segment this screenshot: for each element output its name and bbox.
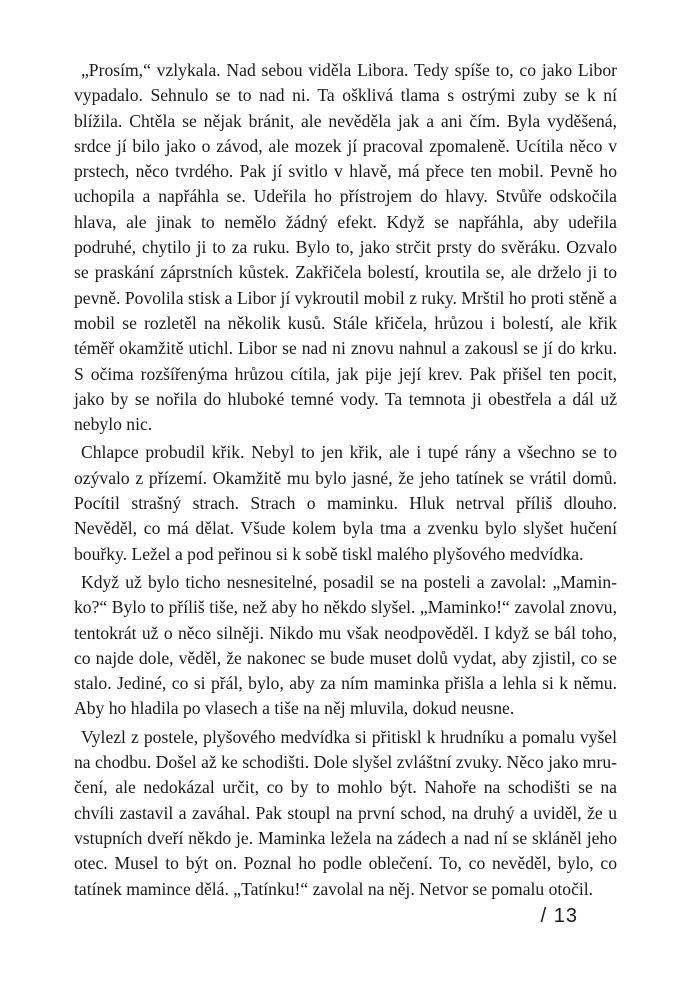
paragraph-4: Vylezl z postele, plyšového medvídka si přitiskl k hrudníku a pomalu vyšel na chodbu. Došel až ke schodišti. Dole slyšel zvláštní zvuky. Něco jako mručení, ale nedokázal určit, co by to mohlo být. Nahoře na schodišti se na chvíli zastavil a zaváhal. Pak stoupl na první schod, na druhý a uviděl, že u vstupních dveří někdo je. Maminka ležela na zádech a nad ní se skláněl jeho otec. Musel to být on. Poznal ho podle oblečení. To, co nevěděl, bylo, co tatínek mamince dělá. „Tatínku!“ zavolal na něj. Netvor se pomalu otočil.: [74, 726, 617, 899]
paragraph-3: Když už bylo ticho nesnesitelné, posadil se na posteli a zavolal: „Maminko?“ Bylo to příliš tiše, než aby ho někdo slyšel. „Maminko!“ zavolal znovu, tentokrát už o něco silněji. Nikdo mu však neodpověděl. I když se bál toho, co najde dole, věděl, že nakonec se bude muset dolů vydat, aby zjistil, co se stalo. Jediné, co si přál, bylo, aby za ním maminka přišla a lehla si k němu. Aby ho hladila po vlasech a tiše na něj mluvila, dokud neusne.: [74, 571, 617, 719]
body-text: [74, 58, 617, 902]
paragraph-1: „Prosím,“ vzlykala. Nad sebou viděla Libora. Tedy spíše to, co jako Libor vypadalo. Sehnulo se to nad ni. Ta ošklivá tlama s ostrými zuby se k ní blížila. Chtěla se nějak bránit, ale nevěděla jak a ani čím. Byla vyděšená, srdce jí bilo jako o závod, ale mozek jí pracoval zpomaleně. Ucítila něco v prstech, něco tvrdého. Pak jí svitlo v hlavě, má přece ten mobil. Pevně ho uchopila a napřáhla se. Udeřila ho přístrojem do hlavy. Stvůře odskočila hlava, ale jinak to nemělo žádný efekt. Když se napřáhla, aby udeřila podruhé, chytilo ji to za ruku. Bylo to, jako strčit prsty do svěráku. Ozvalo se praskání záprstních kůstek. Zakřičela bolestí, kroutila se, ale drželo ji to pevně. Povolila stisk a Libor jí vykroutil mobil z ruky. Mrštil ho proti stěně a mobil se rozletěl na několik kusů. Stále křičela, hrůzou i bolestí, ale křik téměř okamžitě utichl. Libor se nad ni znovu nahnul a zakousl se jí do krku. S očima rozšířenýma hrůzou cítila, jak pije její krev. Pak přišel ten pocit, jako by se nořila do hluboké temné vody. Ta temnota ji obestřela a dál už nebylo nic.: [74, 60, 617, 435]
page-number: / 13: [540, 905, 578, 927]
paragraph-2: Chlapce probudil křik. Nebyl to jen křik, ale i tupé rány a všechno se to ozývalo z přízemí. Okamžitě mu bylo jasné, že jeho tatínek se vrátil domů. Pocítil strašný strach. Strach o maminku. Hluk netrval příliš dlouho. Nevěděl, co má dělat. Všude kolem byla tma a zvenku bylo slyšet hučení bouřky. Ležel a pod peřinou si k sobě tiskl malého plyšového medvídka.: [74, 442, 617, 564]
